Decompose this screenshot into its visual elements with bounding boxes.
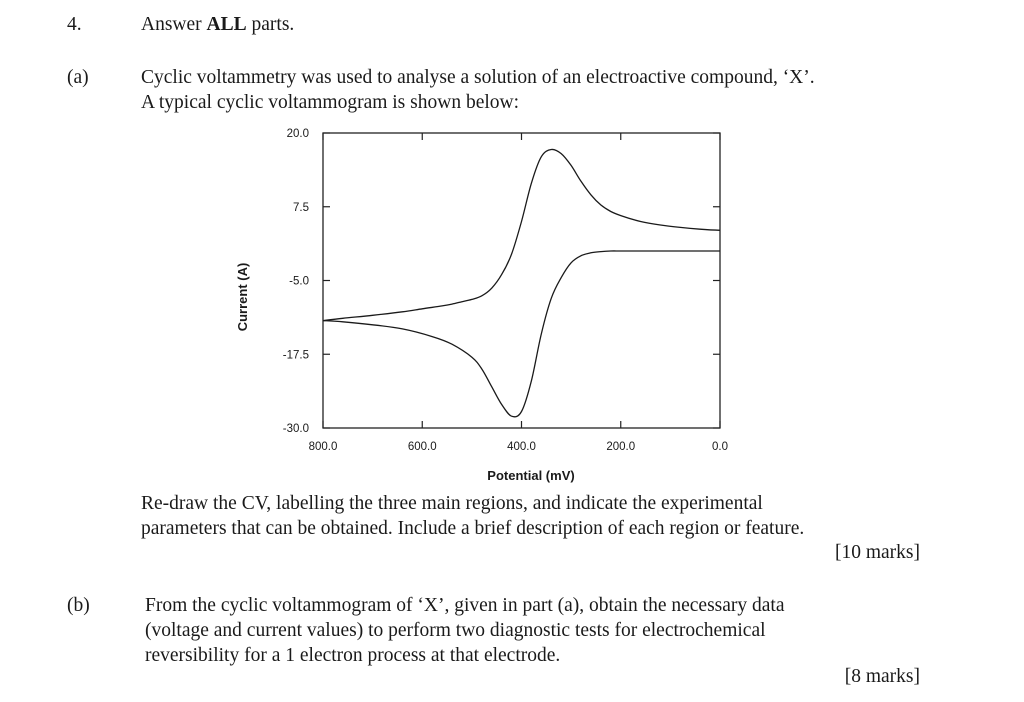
question-intro (141, 13, 294, 37)
part-a-line2: A typical cyclic voltammogram is shown below: (141, 92, 520, 113)
cv-curves (323, 149, 720, 416)
plot-frame (323, 133, 720, 428)
x-tick-label: 400.0 (507, 441, 536, 453)
part-b-line1: From the cyclic voltammogram of ‘X’, given in part (a), obtain the necessary data (145, 595, 785, 616)
part-a-marks: [10 marks] (834, 542, 920, 563)
part-b-line3: reversibility for a 1 electron process at that electrode. (145, 645, 561, 666)
question-intro-suffix: parts. (246, 14, 295, 35)
cv-cathodic-sweep-line (323, 251, 720, 417)
part-a-label: (a) (67, 67, 89, 88)
part-a-task-line1: Re-draw the CV, labelling the three main regions, and indicate the experimental (141, 493, 763, 514)
y-tick-label: 20.0 (286, 128, 309, 140)
y-axis-label: Current (A) (235, 262, 250, 332)
question-number: 4. (67, 14, 82, 35)
part-b-line2: (voltage and current values) to perform two diagnostic tests for electrochemical (145, 620, 766, 641)
x-tick-label: 800.0 (308, 441, 338, 453)
part-a-task-line2: parameters that can be obtained. Include a brief description of each region or feature. (141, 518, 805, 539)
axis-tick-labels (283, 128, 728, 453)
y-tick-label: 7.5 (293, 201, 309, 214)
x-tick-label: 200.0 (606, 441, 636, 453)
x-tick-label: 600.0 (407, 441, 437, 453)
part-a-line1: Cyclic voltammetry was used to analyse a solution of an electroactive compound, ‘X’. (141, 67, 815, 88)
part-b-marks: [8 marks] (844, 666, 920, 687)
axis-ticks (323, 133, 720, 428)
y-tick-label: -30.0 (282, 423, 309, 435)
cyclic-voltammogram-chart (225, 125, 745, 490)
y-tick-label: -5.0 (289, 275, 309, 288)
question-intro-bold: ALL (206, 14, 247, 35)
question-intro-prefix: Answer (141, 14, 207, 35)
x-tick-label: 0.0 (712, 441, 728, 453)
y-tick-label: -17.5 (282, 349, 309, 362)
cv-anodic-sweep-line (323, 149, 720, 320)
x-axis-label: Potential (mV) (487, 468, 575, 483)
part-b-label: (b) (67, 595, 90, 616)
